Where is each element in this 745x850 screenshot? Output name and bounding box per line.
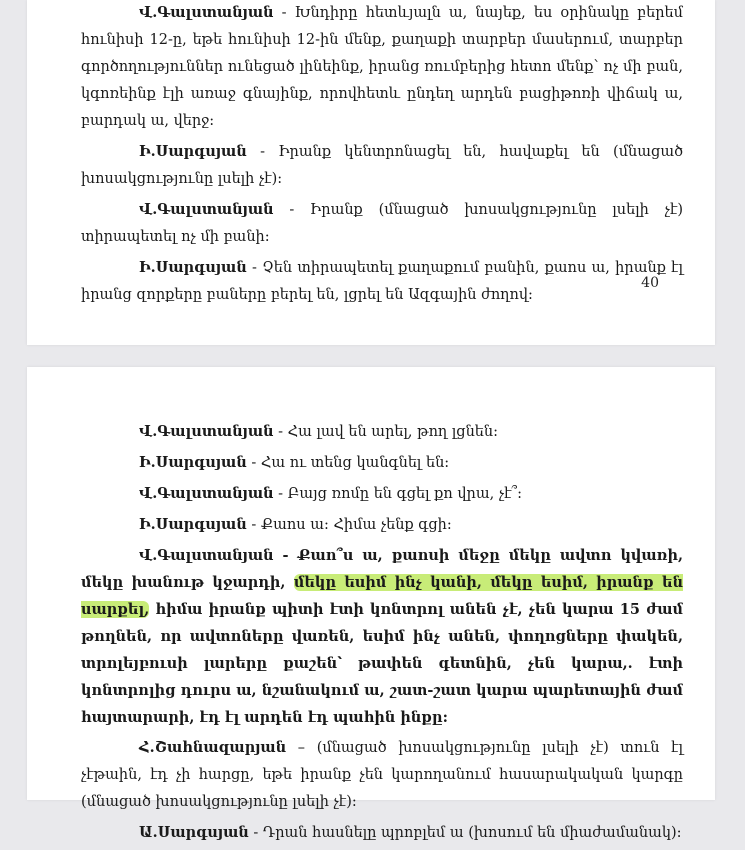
speaker-name: Հ.Շահնազարյան [139,739,287,756]
page-2-body [81,418,683,850]
paragraph [81,138,683,193]
highlighted-paragraph [81,542,683,731]
page-1-body [81,0,683,312]
paragraph [81,511,683,539]
paragraph-text: - Իրանք կենտրոնացել են, հավաքել են (մնացած խոսակցությունը լսելի չէ): [81,144,683,187]
paragraph-text: - Իրանք (մնացած խոսակցությունը լսելի չէ) տիրապետել ոչ մի բանի: [81,202,683,245]
paragraph-text: - Քաո՞ս ա, քաոսի մեջը մեկը ավտո կվառի, մեկը խանութ կջարդի, [81,547,683,591]
paragraph [81,0,683,135]
paragraph [81,734,683,816]
speaker-name: Վ.Գալստանյան [139,4,274,21]
paragraph-text: - Հա ու տենց կանգնել են: [246,455,450,471]
paragraph-text: - Բայց ռոմը են գցել քո վրա, չէ՞: [273,486,523,502]
paragraph [81,196,683,251]
speaker-name: Վ.Գալստանյան [139,201,274,218]
paragraph-text: - Հա լավ են արել, թող լցնեն: [273,424,499,440]
speaker-name: Ի.Սարգսյան [139,259,247,276]
speaker-name: Վ.Գալստանյան [139,423,274,440]
speaker-name: Ա.Սարգսյան [139,824,249,841]
paragraph [81,819,683,847]
paragraph-text: – (մնացած խոսակցությունը լսելի չէ) տուն էլ չէթաին, էդ չի հարցը, եթե իրանք չեն կարողանում հասարակական կարգը (մնացած խոսակցությունը լսելի չէ): [81,740,683,810]
paragraph [81,449,683,477]
speaker-name: Վ.Գալստանյան [139,547,274,564]
speaker-name: Ի.Սարգսյան [139,516,247,533]
highlighted-text: մեկը եսիմ ինչ կանի, մեկը եսիմ, իրանք են սարքել, [81,574,683,618]
document-page-1 [27,0,715,345]
speaker-name: Ի.Սարգսյան [139,454,247,471]
speaker-name: Ի.Սարգսյան [139,143,247,160]
paragraph [81,418,683,446]
paragraph-text: - Խնդիրը հետևյալն ա, նայեք, ես օրինակը բերեմ հունիսի 12-ը, եթե հունիսի 12-ին մենք, քաղաքի տարբեր մասերում, տարբեր գործողություններ ունեցած լինեինք, իրանց ռումբերից հետո մենք՝ ոչ մի բան, կգոռեինք էլի առաջ գնայինք, որովհետև ընդեղ արդեն բացիթոռի վիճակ ա, բարդակ ա, վերջ: [81,5,683,129]
paragraph-text: հիմա իրանք պիտի էտի կոնտրոլ անեն չէ, չեն կարա 15 ժամ թողնեն, որ ավտոները վառեն, եսիմ ինչ անեն, փողոցները փակեն, տրոլեյբուսի լարերը քաշեն՝ թափեն գետնին, չեն կարա,. էտի կոնտրոլից դուրս ա, նշանակում ա, շատ-շատ կարա պարետային ժամ հայտարարի, էդ էլ արդեն էդ պահին ինքը: [81,601,683,726]
speaker-name: Վ.Գալստանյան [139,485,274,502]
paragraph-text: - Չեն տիրապետել քաղաքում բանին, քաոս ա, իրանք էլ իրանց զորքերը բաները բերել են, լցրել են Ազգային ժողով: [81,260,683,303]
paragraph-text: - Քաոս ա: Հիմա չենք գցի: [246,517,452,533]
document-page-2 [27,367,715,841]
paragraph [81,480,683,508]
page-number: 40 [641,275,659,291]
paragraph-text: - Դրան հասնելը պրոբլեմ ա (խոսում են միաժամանակ): [248,825,682,841]
paragraph [81,254,683,309]
